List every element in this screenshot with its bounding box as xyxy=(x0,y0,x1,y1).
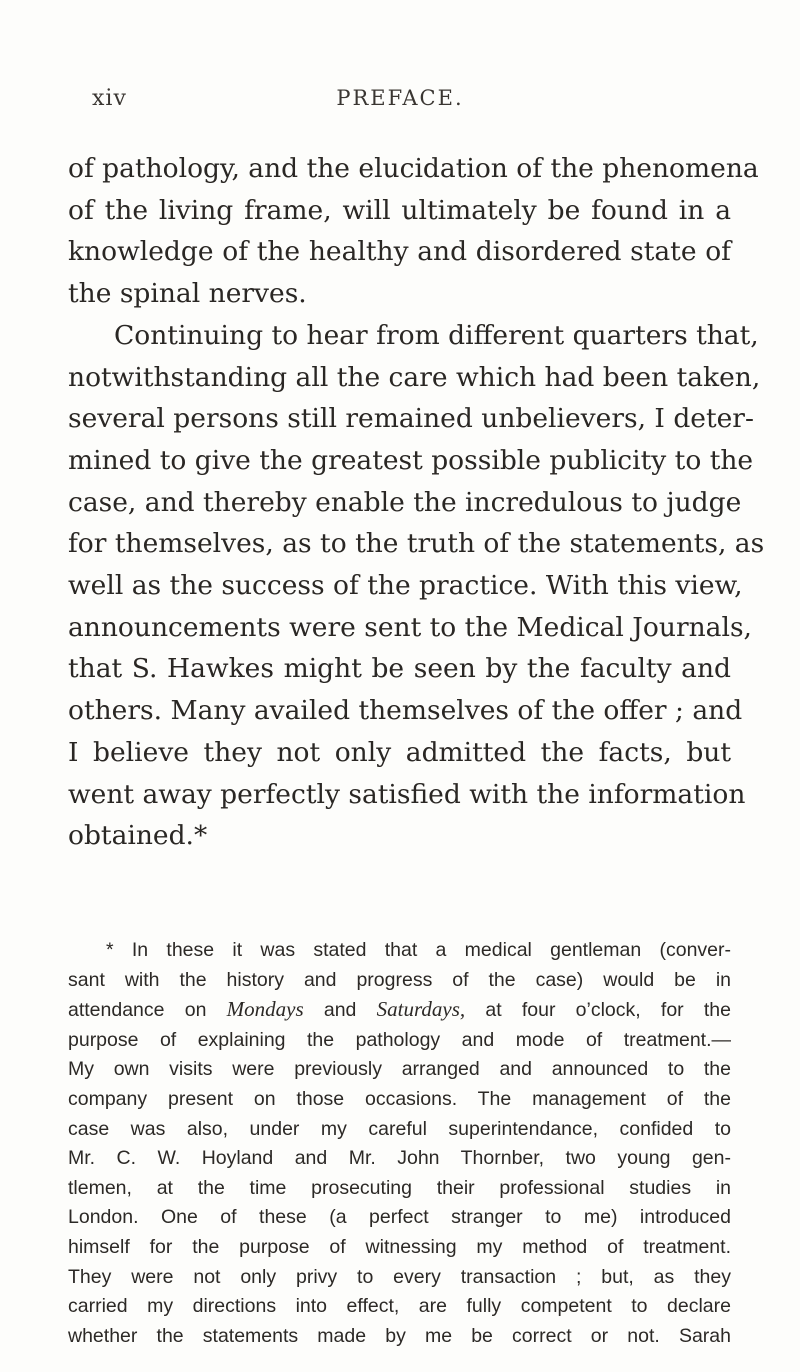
body-text xyxy=(68,148,765,857)
text-line: case, and thereby enable the incredulous to judge xyxy=(68,486,742,518)
footnote-line: They were not only privy to every transaction ; but, as they xyxy=(68,1265,731,1288)
running-title: PREFACE. xyxy=(336,86,464,110)
footnote-text: attendance on xyxy=(68,999,227,1022)
text-line: knowledge of the healthy and disordered state of xyxy=(68,236,731,268)
footnote-line: * In these it was stated that a medical gentleman (conver- xyxy=(106,939,731,961)
text-line: that S. Hawkes might be seen by the faculty and xyxy=(68,653,731,685)
text-line: notwithstanding all the care which had been taken, xyxy=(68,361,761,393)
text-line: Continuing to hear from different quarters that, xyxy=(114,319,759,351)
text-line: for themselves, as to the truth of the statements, as xyxy=(68,528,765,560)
running-head xyxy=(92,86,708,118)
text-line: others. Many availed themselves of the offer ; and xyxy=(68,695,743,727)
footnote-text: at four o’clock, for the xyxy=(465,999,732,1022)
footnote-line: Mr. C. W. Hoyland and Mr. John Thornber, two young gen- xyxy=(68,1147,731,1170)
footnote-line: London. One of these (a perfect stranger to me) introduced xyxy=(68,1206,731,1229)
footnote-line: case was also, under my careful superintendance, confided to xyxy=(68,1117,731,1140)
footnote-line: himself for the purpose of witnessing my method of treatment. xyxy=(68,1235,731,1258)
footnote-line: sant with the history and progress of the case) would be in xyxy=(68,968,731,991)
footnote-text: and xyxy=(303,999,377,1022)
page-number: xiv xyxy=(92,86,127,111)
footnote xyxy=(68,936,731,1351)
footnote-line: My own visits were previously arranged and announced to the xyxy=(68,1058,731,1081)
text-line: of the living frame, will ultimately be found in a xyxy=(68,194,731,226)
footnote-italic-saturdays: Saturdays, xyxy=(376,997,466,1022)
text-line: went away perfectly satisfied with the information xyxy=(68,778,746,810)
text-line: mined to give the greatest possible publicity to the xyxy=(68,444,754,476)
footnote-line: purpose of explaining the pathology and mode of treatment.— xyxy=(68,1028,731,1051)
text-line: several persons still remained unbelievers, I deter- xyxy=(68,403,754,435)
footnote-line: company present on those occasions. The management of the xyxy=(68,1087,731,1110)
footnote-line xyxy=(68,995,731,1026)
text-line: the spinal nerves. xyxy=(68,278,307,310)
text-line: I believe they not only admitted the facts, but xyxy=(68,736,731,768)
text-line: announcements were sent to the Medical Journals, xyxy=(68,611,752,643)
text-line: of pathology, and the elucidation of the phenomena xyxy=(68,153,759,184)
footnote-italic-mondays: Mondays xyxy=(226,997,304,1022)
footnote-line: carried my directions into effect, are fully competent to declare xyxy=(68,1295,731,1318)
text-line: well as the success of the practice. With this view, xyxy=(68,570,743,602)
text-line: obtained.* xyxy=(68,820,208,852)
footnote-line: tlemen, at the time prosecuting their professional studies in xyxy=(68,1176,731,1199)
footnote-line: whether the statements made by me be correct or not. Sarah xyxy=(68,1324,731,1347)
